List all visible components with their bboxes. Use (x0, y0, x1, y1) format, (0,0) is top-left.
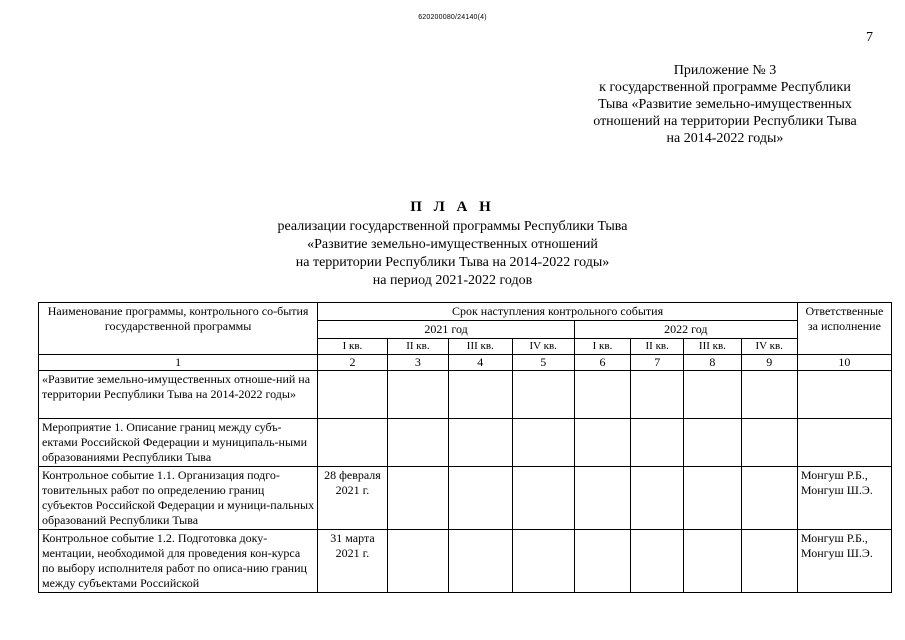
empty-cell (684, 530, 741, 593)
page-number: 7 (866, 30, 873, 45)
appendix-line: Тыва «Развитие земельно-имущественных (598, 97, 852, 112)
empty-cell (741, 419, 797, 467)
header-responsible: Ответственные за исполнение (797, 303, 891, 355)
empty-cell (574, 371, 630, 419)
header-quarter: III кв. (684, 339, 741, 355)
plan-title: П Л А Н (410, 199, 495, 215)
header-year-2022: 2022 год (574, 321, 797, 339)
empty-cell (387, 371, 448, 419)
empty-cell (449, 371, 512, 419)
empty-cell (387, 419, 448, 467)
plan-subtitle-line: реализации государственной программы Республики Тыва (277, 219, 628, 234)
plan-subtitle-line: на период 2021-2022 годов (372, 273, 533, 288)
header-quarter: IV кв. (512, 339, 574, 355)
empty-cell (449, 419, 512, 467)
row-name: Контрольное событие 1.2. Подготовка доку-ментации, необходимой для проведения кон-курса по выбору исполнителя работ по описа-нию границ между субъектами Российской (39, 530, 318, 593)
column-number: 5 (512, 355, 574, 371)
empty-cell (741, 530, 797, 593)
row-q1-2021 (318, 419, 388, 467)
empty-cell (387, 467, 448, 530)
empty-cell (741, 371, 797, 419)
empty-cell (631, 467, 684, 530)
appendix-heading (560, 62, 890, 147)
row-responsible: Монгуш Р.Б., Монгуш Ш.Э. (797, 530, 891, 593)
empty-cell (512, 467, 574, 530)
header-quarter: I кв. (318, 339, 388, 355)
header-name: Наименование программы, контрольного со-бытия государственной программы (39, 303, 318, 355)
row-responsible (797, 371, 891, 419)
row-q1-2021 (318, 371, 388, 419)
header-quarter: II кв. (387, 339, 448, 355)
header-period: Срок наступления контрольного события (318, 303, 798, 321)
plan-heading (0, 198, 905, 290)
header-quarter: IV кв. (741, 339, 797, 355)
document-barcode-number: 620200080/24140(4) (418, 14, 487, 21)
table-row (39, 530, 892, 593)
table-row (39, 371, 892, 419)
row-name: Контрольное событие 1.1. Организация подго-товительных работ по определению границ субъектов Российской Федерации и муници-пальных образований Республики Тыва (39, 467, 318, 530)
plan-table (38, 302, 892, 593)
empty-cell (512, 419, 574, 467)
column-number-row (39, 355, 892, 371)
row-name: Мероприятие 1. Описание границ между субъ-ектами Российской Федерации и муниципаль-ными образованиями Республики Тыва (39, 419, 318, 467)
empty-cell (512, 530, 574, 593)
column-number: 9 (741, 355, 797, 371)
column-number: 1 (39, 355, 318, 371)
empty-cell (684, 467, 741, 530)
empty-cell (574, 419, 630, 467)
appendix-line: на 2014-2022 годы» (666, 131, 784, 146)
header-quarter: I кв. (574, 339, 630, 355)
row-responsible (797, 419, 891, 467)
column-number: 6 (574, 355, 630, 371)
column-number: 8 (684, 355, 741, 371)
appendix-line: отношений на территории Республики Тыва (593, 114, 857, 129)
empty-cell (741, 467, 797, 530)
column-number: 4 (449, 355, 512, 371)
empty-cell (449, 467, 512, 530)
empty-cell (449, 530, 512, 593)
empty-cell (387, 530, 448, 593)
row-q1-2021: 31 марта 2021 г. (318, 530, 388, 593)
header-quarter: II кв. (631, 339, 684, 355)
column-number: 10 (797, 355, 891, 371)
plan-subtitle-line: на территории Республики Тыва на 2014-2022 годы» (295, 255, 610, 270)
plan-subtitle-line: «Развитие земельно-имущественных отношений (307, 237, 598, 252)
row-name: «Развитие земельно-имущественных отноше-ний на территории Республики Тыва на 2014-2022 годы» (39, 371, 318, 419)
row-q1-2021: 28 февраля 2021 г. (318, 467, 388, 530)
column-number: 3 (387, 355, 448, 371)
empty-cell (631, 419, 684, 467)
empty-cell (684, 419, 741, 467)
header-quarter: III кв. (449, 339, 512, 355)
row-responsible: Монгуш Р.Б., Монгуш Ш.Э. (797, 467, 891, 530)
empty-cell (512, 371, 574, 419)
empty-cell (684, 371, 741, 419)
header-year-2021: 2021 год (318, 321, 575, 339)
empty-cell (574, 530, 630, 593)
empty-cell (631, 371, 684, 419)
empty-cell (631, 530, 684, 593)
appendix-line: к государственной программе Республики (599, 80, 851, 95)
table-row (39, 467, 892, 530)
table-row (39, 419, 892, 467)
appendix-line: Приложение № 3 (673, 63, 777, 78)
column-number: 2 (318, 355, 388, 371)
empty-cell (574, 467, 630, 530)
column-number: 7 (631, 355, 684, 371)
